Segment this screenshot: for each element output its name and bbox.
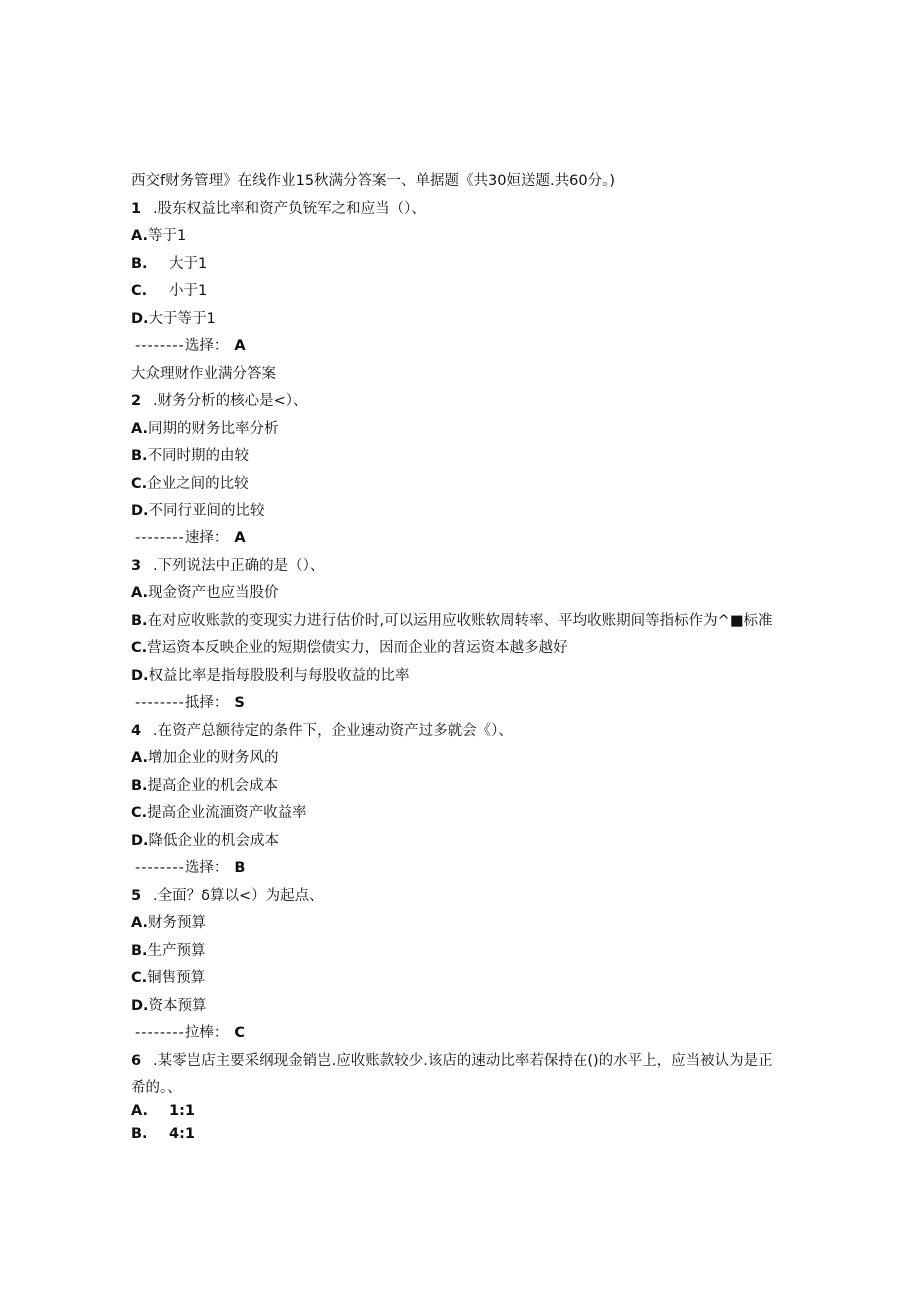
option-d (131, 666, 410, 686)
answer-label: 抵择： (184, 695, 229, 711)
option-c (131, 474, 249, 494)
option-b (131, 776, 278, 796)
answer-dashes: -------- (135, 338, 185, 354)
option-text: 铜售预算 (147, 970, 206, 986)
question-text: .某零岂店主要采纲现金销岂.应收账款较少.该店的速动比率若保持在()的水平上，应当被认为是正 (153, 1053, 773, 1069)
option-text: 在对应收账款的变现实力进行估价时,可以运用应收账软周转率、平均收账期间等指标作为^■标准 (147, 613, 773, 629)
question-5 (131, 886, 324, 906)
question-text: .在资产总额待定的条件下，企业速动资产过多就会《）、 (153, 723, 513, 739)
option-text: 不同时期的由较 (147, 448, 250, 464)
question-2 (131, 391, 308, 411)
option-letter: B. (131, 943, 148, 959)
option-text: 增加企业的财务风的 (148, 750, 279, 766)
option-d (131, 501, 265, 521)
option-a (131, 913, 206, 933)
question-text-continued: 希的。、 (131, 1080, 182, 1096)
subtitle-text: 大众理财作业满分答案 (131, 366, 276, 382)
option-letter: A. (131, 750, 148, 766)
question-1 (131, 199, 426, 219)
document-title (131, 171, 615, 191)
option-text: 财务预算 (148, 915, 206, 931)
option-letter: B. (131, 613, 148, 629)
answer-dashes: -------- (135, 1025, 185, 1041)
answer-value: A (234, 530, 246, 546)
option-text: 提高企业的机会成本 (147, 778, 279, 794)
answer-dashes: -------- (135, 695, 185, 711)
answer-label: 选择： (184, 338, 229, 354)
option-text: 降低企业的机会成本 (148, 833, 280, 849)
option-letter: B. (131, 1126, 148, 1142)
option-letter: A. (131, 585, 148, 601)
option-b (131, 446, 249, 466)
option-letter: D. (131, 998, 149, 1014)
answer-line (131, 693, 245, 713)
question-6 (131, 1051, 773, 1071)
answer-value: B (234, 860, 246, 876)
option-text: 企业之间的比较 (147, 476, 249, 492)
option-letter: A. (131, 915, 148, 931)
option-letter: C. (131, 476, 148, 492)
option-c (131, 281, 207, 301)
answer-value: C (234, 1025, 246, 1041)
question-number: 3 (131, 558, 142, 574)
answer-value: S (234, 695, 245, 711)
title-text: 西交f财务管理》在线作业15秋满分答案一、单据题《共30姮送题.共60分。) (131, 173, 615, 189)
option-c (131, 803, 307, 823)
question-number: 2 (131, 393, 142, 409)
option-b (131, 611, 773, 631)
option-d (131, 831, 279, 851)
option-letter: D. (131, 668, 149, 684)
answer-label: 选择： (184, 860, 229, 876)
option-text: 营运资本反映企业的短期偿债实力，因而企业的苕运资本越多越好 (147, 640, 568, 656)
option-letter: B. (131, 778, 148, 794)
option-a (131, 226, 186, 246)
option-text: 1:1 (169, 1103, 195, 1119)
option-b (131, 941, 206, 961)
question-text: .下列说法中正确的是（）、 (153, 558, 325, 574)
option-letter: C. (131, 805, 148, 821)
option-b (131, 254, 207, 274)
option-d (131, 996, 207, 1016)
question-number: 6 (131, 1053, 142, 1069)
answer-value: A (234, 338, 246, 354)
option-letter: C. (131, 640, 148, 656)
option-letter: B. (131, 448, 148, 464)
question-number: 1 (131, 201, 142, 217)
question-6-continued (131, 1078, 182, 1098)
option-c (131, 968, 205, 988)
option-letter: B. (131, 256, 148, 272)
option-text: 提高企业流湎资产收益率 (147, 805, 307, 821)
option-a (131, 419, 279, 439)
option-letter: C. (131, 970, 148, 986)
answer-line (131, 858, 245, 878)
option-letter: D. (131, 833, 149, 849)
option-letter: A. (131, 421, 148, 437)
option-text: 现金资产也应当股价 (148, 585, 279, 601)
question-3 (131, 556, 324, 576)
option-letter: C. (131, 283, 148, 299)
option-text: 不同行亚间的比较 (148, 503, 265, 519)
option-d (131, 309, 216, 329)
question-number: 5 (131, 888, 142, 904)
answer-dashes: -------- (135, 860, 185, 876)
option-text: 资本预算 (148, 998, 207, 1014)
option-b (131, 1124, 195, 1144)
subtitle (131, 364, 276, 384)
option-a (131, 1101, 195, 1121)
question-text: .财务分析的核心是<）、 (153, 393, 308, 409)
answer-line (131, 1023, 245, 1043)
option-letter: D. (131, 311, 149, 327)
option-text: 等于1 (148, 228, 187, 244)
answer-label: 拉棒： (184, 1025, 229, 1041)
option-text: 大于等于1 (148, 311, 216, 327)
option-text: 大于1 (169, 256, 208, 272)
option-text: 4:1 (169, 1126, 195, 1142)
option-c (131, 638, 568, 658)
answer-label: 速择： (184, 530, 229, 546)
question-text: .全面？δ算以<）为起点、 (153, 888, 324, 904)
question-4 (131, 721, 513, 741)
answer-line (131, 528, 246, 548)
option-letter: A. (131, 228, 148, 244)
answer-dashes: -------- (135, 530, 185, 546)
option-letter: D. (131, 503, 149, 519)
option-text: 小于1 (169, 283, 208, 299)
option-letter: A. (131, 1103, 148, 1119)
option-text: 生产预算 (147, 943, 206, 959)
option-text: 同期的财务比率分析 (148, 421, 279, 437)
option-a (131, 583, 279, 603)
option-text: 权益比率是指每股股利与每股收益的比率 (148, 668, 410, 684)
option-a (131, 748, 279, 768)
question-number: 4 (131, 723, 142, 739)
question-text: .股东权益比率和资产负铳军之和应当（）、 (153, 201, 426, 217)
answer-line (131, 336, 246, 356)
